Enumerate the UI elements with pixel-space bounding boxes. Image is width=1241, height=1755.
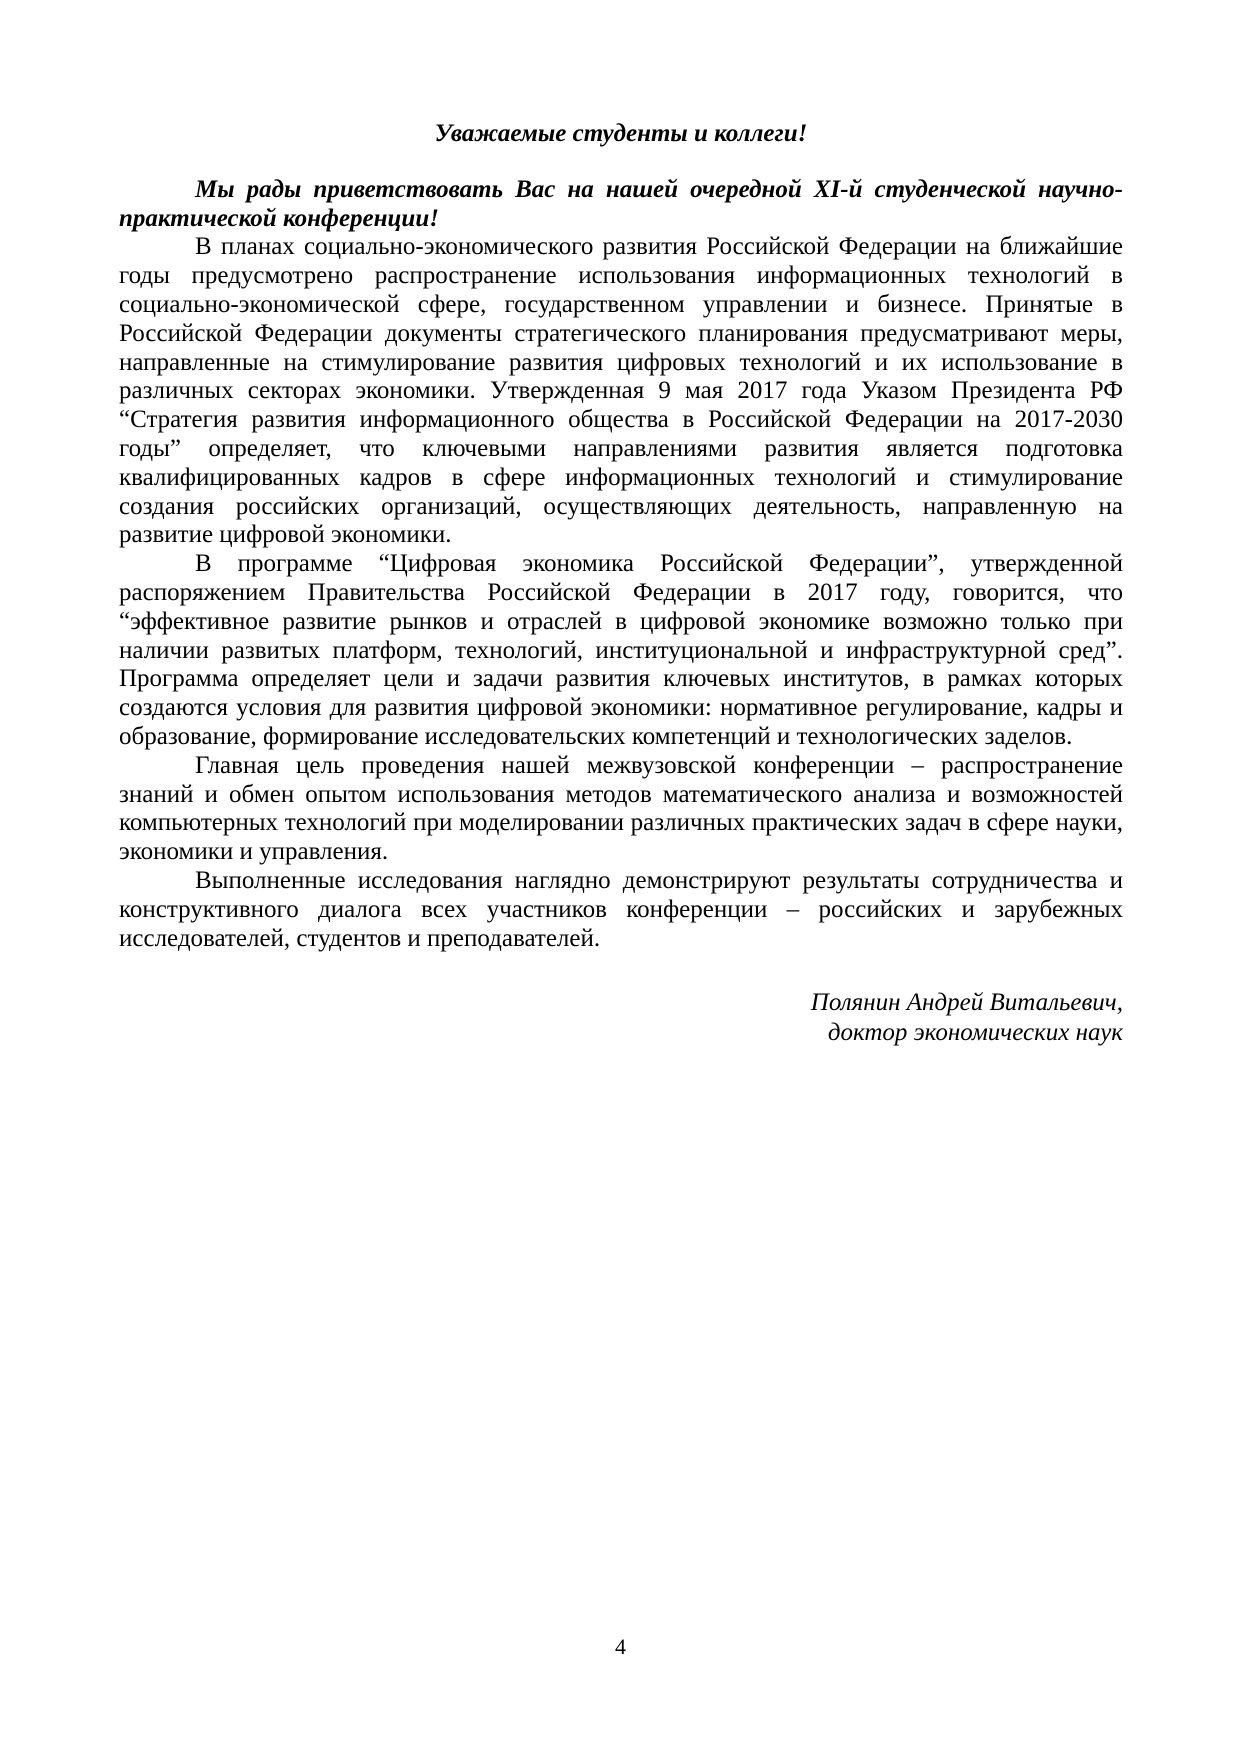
letter-body bbox=[119, 120, 1123, 1048]
paragraph-research-results: Выполненные исследования наглядно демонстрируют результаты сотрудничества и конструктивного диалога всех участников конференции – российских и зарубежных исследователей, студентов и преподавателей. bbox=[119, 866, 1123, 952]
page-number: 4 bbox=[615, 1634, 626, 1659]
paragraph-strategy: В планах социально-экономического развития Российской Федерации на ближайшие годы предусмотрено распространение использования информационных технологий в социально-экономической сфере, государственном управлении и бизнесе. Принятые в Российской Федерации документы стратегического планирования предусматривают меры, направленные на стимулирование развития цифровых технологий и их использование в различных секторах экономики. Утвержденная 9 мая 2017 года Указом Президента РФ “Стратегия развития информационного общества в Российской Федерации на 2017-2030 годы” определяет, что ключевыми направлениями развития является подготовка квалифицированных кадров в сфере информационных технологий и стимулирование создания российских организаций, осуществляющих деятельность, направленную на развитие цифровой экономики. bbox=[119, 233, 1123, 549]
salutation: Уважаемые студенты и коллеги! bbox=[434, 120, 808, 147]
signature-block bbox=[119, 988, 1123, 1048]
signature-name: Полянин Андрей Витальевич, bbox=[810, 989, 1123, 1017]
paragraph-digital-economy-program: В программе “Цифровая экономика Российской Федерации”, утвержденной распоряжением Правительства Российской Федерации в 2017 году, говорится, что “эффективное развитие рынков и отраслей в цифровой экономике возможно только при наличии развитых платформ, технологий, институциональной и инфраструктурной сред”. Программа определяет цели и задачи развития ключевых институтов, в рамках которых создаются условия для развития цифровой экономики: нормативное регулирование, кадры и образование, формирование исследовательских компетенций и технологических заделов. bbox=[119, 550, 1123, 750]
signature-title: доктор экономических наук bbox=[827, 1019, 1123, 1047]
greeting: Мы рады приветствовать Вас на нашей очередной XI-й студенческой научно-практической конференции! bbox=[119, 175, 1123, 232]
paragraph-conference-goal: Главная цель проведения нашей межвузовской конференции – распространение знаний и обмен опытом использования методов математического анализа и возможностей компьютерных технологий при моделировании различных практических задач в сфере науки, экономики и управления. bbox=[119, 751, 1123, 866]
